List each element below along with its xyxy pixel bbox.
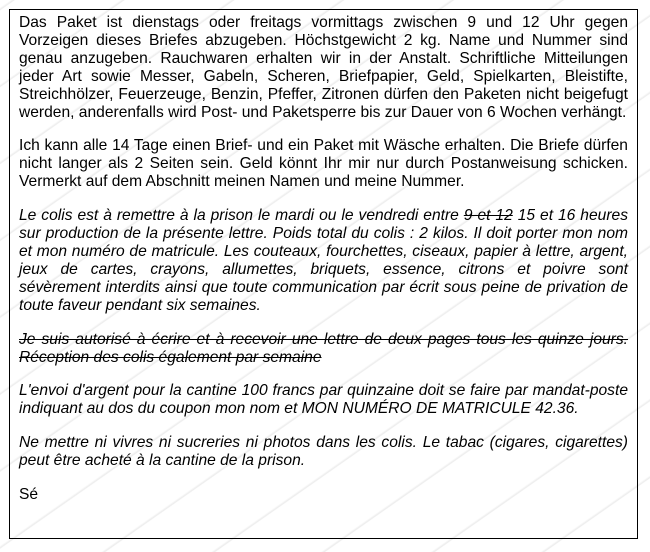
- french-paragraph-struck: Je suis autorisé à écrire et à recevoir une lettre de deux pages tous les quinze jours. Réception des colis également par semaine: [19, 330, 628, 366]
- signature-text: Sé: [19, 486, 39, 504]
- french-paragraph-food: Ne mettre ni vivres ni sucreries ni photos dans les colis. Le tabac (cigares, cigarettes) peut être acheté à la cantine de la prison.: [19, 434, 628, 470]
- german-paragraph-2: Ich kann alle 14 Tage einen Brief- und ein Paket mit Wäsche erhalten. Die Briefe dürfen nicht langer als 2 Seiten sein. Geld könnt Ihr mir nur durch Postanweisung schicken. Vermerkt auf dem Abschnitt meinen Namen und meine Nummer.: [19, 137, 628, 191]
- french-paragraph-1-end: 15 et 16 heures sur production de la présente lettre. Poids total du colis : 2 kilos. Il doit porter mon nom et mon numéro de matricule. Les couteaux, fourchettes, ciseaux, papier à lettre, argent, jeux de cartes, crayons, allumettes, briquets, essence, citrons et poivre sont sévèrement interdits ainsi que toute communication par écrit sous peine de privation de toute faveur pendant six semaines.: [19, 207, 628, 314]
- french-paragraph-1-start: Le colis est à remettre à la prison le mardi ou le vendredi entre: [19, 207, 464, 225]
- german-paragraph-1: Das Paket ist dienstags oder freitags vormittags zwischen 9 und 12 Uhr gegen Vorzeigen dieses Briefes abzugeben. Höchstgewicht 2 kg. Name und Nummer sind genau anzugeben. Rauchwaren erhalten wir in der Anstalt. Schriftliche Mitteilungen jeder Art sowie Messer, Gabeln, Scheren, Briefpapier, Geld, Spielkarten, Bleistifte, Streichhölzer, Feuerzeuge, Benzin, Pfeffer, Zitronen dürfen den Paketen nicht beigefugt werden, anderenfalls wird Post- und Paketsperre bis zur Dauer von 6 Wochen verhängt.: [19, 14, 628, 121]
- document-frame: [9, 9, 638, 539]
- french-paragraph-money: L'envoi d'argent pour la cantine 100 francs par quinzaine doit se faire par mandat-poste indiquant au dos du coupon mon nom et MON NUMÉRO DE MATRICULE 42.36.: [19, 382, 628, 418]
- french-paragraph-1: [19, 207, 628, 314]
- struck-hours: 9 et 12: [463, 207, 513, 225]
